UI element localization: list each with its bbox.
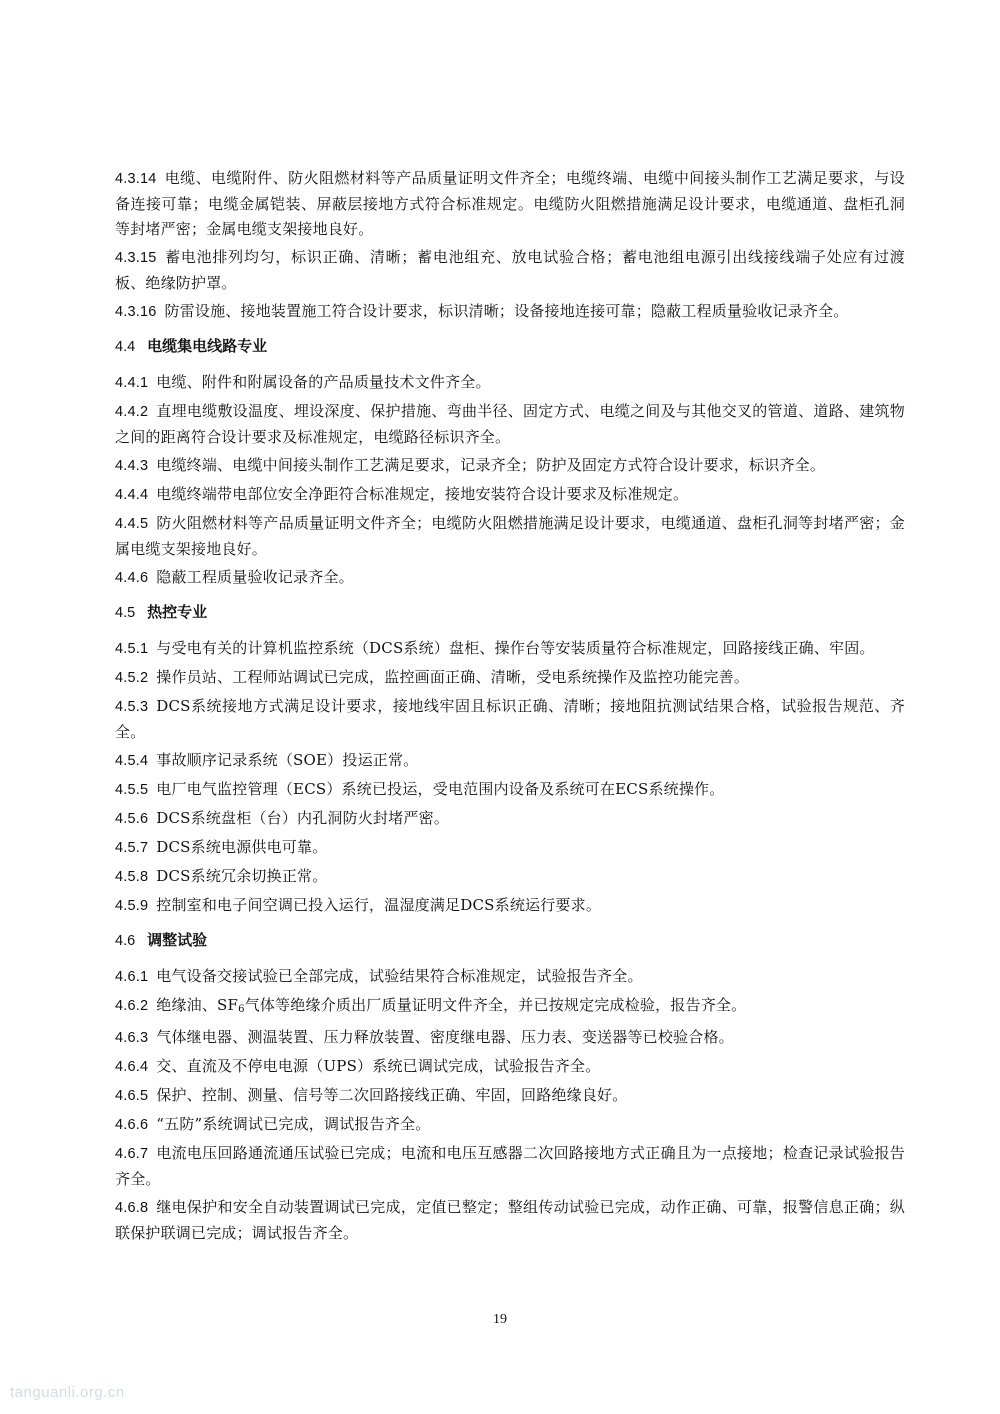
section-title: 电缆集电线路专业 <box>147 337 268 355</box>
clause-number: 4.6.2 <box>115 998 149 1014</box>
clause-text: 直埋电缆敷设温度、埋设深度、保护措施、弯曲半径、固定方式、电缆之间及与其他交叉的管道、道路、建筑物之间的距离符合设计要求及标准规定，电缆路径标识齐全。 <box>115 402 905 446</box>
clause-number: 4.4.1 <box>115 375 149 391</box>
clause-4-6-7 <box>115 1141 905 1192</box>
clause-text: 操作员站、工程师站调试已完成，监控画面正确、清晰，受电系统操作及监控功能完善。 <box>156 668 750 686</box>
clause-4-3-16 <box>115 299 905 325</box>
clause-text: 与受电有关的计算机监控系统（DCS系统）盘柜、操作台等安装质量符合标准规定，回路接线正确、牢固。 <box>156 639 875 657</box>
site-watermark: tanguanli.org.cn <box>10 1384 125 1401</box>
clause-number: 4.6.7 <box>115 1146 149 1162</box>
clause-number: 4.4.3 <box>115 458 149 474</box>
clause-number: 4.4.4 <box>115 487 149 503</box>
clause-text: 电厂电气监控管理（ECS）系统已投运，受电范围内设备及系统可在ECS系统操作。 <box>156 780 725 798</box>
clause-4-5-8 <box>115 864 905 890</box>
clause-text: 电缆终端、电缆中间接头制作工艺满足要求，记录齐全；防护及固定方式符合设计要求，标识齐全。 <box>156 456 826 474</box>
clause-number: 4.6.4 <box>115 1059 149 1075</box>
clause-4-5-3 <box>115 694 905 745</box>
clause-text: 电缆、电缆附件、防火阻燃材料等产品质量证明文件齐全；电缆终端、电缆中间接头制作工艺满足要求，与设备连接可靠；电缆金属铠装、屏蔽层接地方式符合标准规定。电缆防火阻燃措施满足设计要求，电缆通道、盘柜孔洞等封堵严密；金属电缆支架接地良好。 <box>115 169 905 238</box>
clause-text: 蓄电池排列均匀，标识正确、清晰；蓄电池组充、放电试验合格；蓄电池组电源引出线接线端子处应有过渡板、绝缘防护罩。 <box>115 248 905 292</box>
clause-text: 保护、控制、测量、信号等二次回路接线正确、牢固，回路绝缘良好。 <box>156 1086 628 1104</box>
clause-text: 控制室和电子间空调已投入运行，温湿度满足DCS系统运行要求。 <box>156 896 602 914</box>
clause-text: “五防”系统调试已完成，调试报告齐全。 <box>156 1115 431 1133</box>
clause-text: 交、直流及不停电电源（UPS）系统已调试完成，试验报告齐全。 <box>156 1057 601 1075</box>
clause-number: 4.5.1 <box>115 641 149 657</box>
document-body <box>115 166 905 1249</box>
clause-4-6-4 <box>115 1054 905 1080</box>
clause-number: 4.4.2 <box>115 404 149 420</box>
clause-4-3-15 <box>115 245 905 296</box>
clause-number: 4.6.6 <box>115 1117 149 1133</box>
clause-number: 4.3.16 <box>115 304 157 320</box>
subscript: 6 <box>238 1004 245 1015</box>
clause-number: 4.4.6 <box>115 570 149 586</box>
section-title: 调整试验 <box>147 931 208 949</box>
clause-text: 继电保护和安全自动装置调试已完成，定值已整定；整组传动试验已完成，动作正确、可靠，报警信息正确；纵联保护联调已完成；调试报告齐全。 <box>115 1198 905 1242</box>
clause-text: 气体继电器、测温装置、压力释放装置、密度继电器、压力表、变送器等已校验合格。 <box>156 1028 734 1046</box>
section-number: 4.6 <box>115 933 136 949</box>
clause-number: 4.5.8 <box>115 869 149 885</box>
clause-number: 4.5.7 <box>115 840 149 856</box>
clause-4-6-8 <box>115 1195 905 1246</box>
clause-text-post: 气体等绝缘介质出厂质量证明文件齐全，并已按规定完成检验，报告齐全。 <box>244 996 747 1014</box>
clause-4-5-5 <box>115 777 905 803</box>
clause-number: 4.3.15 <box>115 250 157 266</box>
clause-text: DCS系统电源供电可靠。 <box>156 838 328 856</box>
clause-4-6-1 <box>115 964 905 990</box>
clause-4-5-1 <box>115 636 905 662</box>
clause-text: 隐蔽工程质量验收记录齐全。 <box>156 568 354 586</box>
section-number: 4.4 <box>115 339 136 355</box>
clause-text: 电缆终端带电部位安全净距符合标准规定，接地安装符合设计要求及标准规定。 <box>156 485 689 503</box>
clause-text: 电缆、附件和附属设备的产品质量技术文件齐全。 <box>156 373 491 391</box>
clause-number: 4.4.5 <box>115 516 149 532</box>
clause-text: DCS系统盘柜（台）内孔洞防火封堵严密。 <box>156 809 450 827</box>
clause-text: DCS系统冗余切换正常。 <box>156 867 328 885</box>
clause-number: 4.6.3 <box>115 1030 149 1046</box>
clause-text: 防雷设施、接地装置施工符合设计要求，标识清晰；设备接地连接可靠；隐蔽工程质量验收记录齐全。 <box>164 302 849 320</box>
clause-number: 4.5.3 <box>115 699 149 715</box>
section-title: 热控专业 <box>147 603 208 621</box>
clause-number: 4.6.8 <box>115 1200 149 1216</box>
clause-number: 4.5.2 <box>115 670 149 686</box>
clause-4-4-3 <box>115 453 905 479</box>
clause-number: 4.5.9 <box>115 898 149 914</box>
page-number: 19 <box>493 1312 507 1327</box>
clause-4-5-7 <box>115 835 905 861</box>
clause-text: DCS系统接地方式满足设计要求，接地线牢固且标识正确、清晰；接地阻抗测试结果合格，试验报告规范、齐全。 <box>115 697 905 741</box>
clause-number: 4.5.5 <box>115 782 149 798</box>
clause-number: 4.6.1 <box>115 969 149 985</box>
clause-4-3-14 <box>115 166 905 242</box>
section-heading-4-4 <box>115 334 905 360</box>
clause-4-6-2 <box>115 993 905 1022</box>
clause-4-5-2 <box>115 665 905 691</box>
clause-4-4-6 <box>115 565 905 591</box>
clause-4-6-6 <box>115 1112 905 1138</box>
clause-text: 防火阻燃材料等产品质量证明文件齐全；电缆防火阻燃措施满足设计要求，电缆通道、盘柜孔洞等封堵严密；金属电缆支架接地良好。 <box>115 514 905 558</box>
clause-number: 4.6.5 <box>115 1088 149 1104</box>
clause-4-5-4 <box>115 748 905 774</box>
clause-text: 电气设备交接试验已全部完成，试验结果符合标准规定，试验报告齐全。 <box>156 967 643 985</box>
clause-4-5-9 <box>115 893 905 919</box>
clause-4-4-1 <box>115 370 905 396</box>
clause-number: 4.5.4 <box>115 753 149 769</box>
clause-4-4-2 <box>115 399 905 450</box>
clause-text: 电流电压回路通流通压试验已完成；电流和电压互感器二次回路接地方式正确且为一点接地；检查记录试验报告齐全。 <box>115 1144 905 1188</box>
section-heading-4-5 <box>115 600 905 626</box>
clause-text: 事故顺序记录系统（SOE）投运正常。 <box>156 751 419 769</box>
clause-4-6-5 <box>115 1083 905 1109</box>
clause-4-5-6 <box>115 806 905 832</box>
clause-text-pre: 绝缘油、SF <box>156 996 239 1014</box>
clause-4-4-4 <box>115 482 905 508</box>
clause-4-4-5 <box>115 511 905 562</box>
clause-number: 4.3.14 <box>115 171 157 187</box>
clause-number: 4.5.6 <box>115 811 149 827</box>
clause-4-6-3 <box>115 1025 905 1051</box>
section-heading-4-6 <box>115 928 905 954</box>
section-number: 4.5 <box>115 605 136 621</box>
